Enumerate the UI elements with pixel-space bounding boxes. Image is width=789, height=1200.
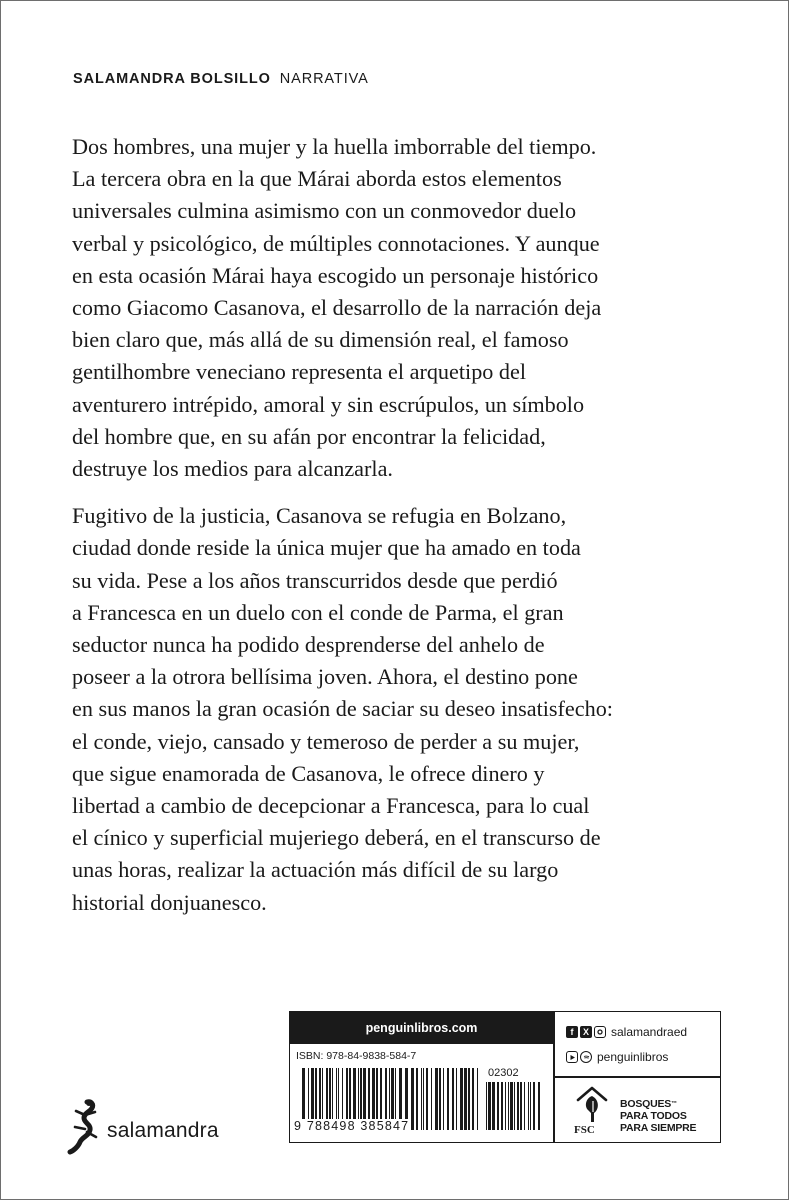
- price-code: 02302: [488, 1067, 519, 1079]
- synopsis-paragraph-1: [72, 131, 732, 485]
- series-header: [73, 71, 369, 87]
- text-line: aventurero intrépido, amoral y sin escrúpulos, un símbolo: [72, 391, 585, 417]
- text-line: ciudad donde reside la única mujer que ha amado en toda: [72, 535, 581, 561]
- barcode-bar: [460, 1068, 463, 1130]
- slogan-line: PARA TODOS: [620, 1110, 687, 1122]
- text-line: que sigue enamorada de Casanova, le ofrece dinero y: [72, 760, 545, 786]
- barcode-bar: [435, 1068, 438, 1130]
- series-brand: SALAMANDRA BOLSILLO: [73, 71, 271, 87]
- x-icon: X: [580, 1026, 592, 1038]
- social-handle: salamandraed: [611, 1025, 688, 1039]
- barcode-bar: [488, 1082, 491, 1130]
- barcode-bar: [528, 1082, 529, 1130]
- slogan-line: PARA SIEMPRE: [620, 1122, 697, 1134]
- text-line: universales culmina asimismo con un conmovedor duelo: [72, 198, 577, 224]
- barcode-bar: [492, 1082, 495, 1130]
- text-line: su vida. Pese a los años transcurridos desde que perdió: [72, 567, 558, 593]
- text-line: Dos hombres, una mujer y la huella imborrable del tiempo.: [72, 134, 597, 159]
- spotify-icon: [580, 1051, 592, 1063]
- barcode-bar: [497, 1082, 499, 1130]
- barcode-bar: [533, 1082, 535, 1130]
- ean-digits: 9 788498 385847: [294, 1119, 410, 1133]
- barcode-bar: [524, 1082, 525, 1130]
- text-line: destruye los medios para alcanzarla.: [72, 456, 393, 482]
- instagram-icon: [594, 1026, 606, 1038]
- text-line: como Giacomo Casanova, el desarrollo de la narración deja: [72, 295, 602, 321]
- text-line: a Francesca en un duelo con el conde de Parma, el gran: [72, 599, 564, 625]
- barcode-bar: [538, 1082, 540, 1130]
- text-line: historial donjuanesco.: [72, 889, 267, 915]
- panel-divider: [553, 1076, 720, 1078]
- barcode-bar: [411, 1068, 414, 1130]
- fsc-tree-icon: [574, 1086, 610, 1124]
- barcode-bar: [426, 1068, 428, 1130]
- salamander-icon: [67, 1099, 105, 1155]
- text-line: Fugitivo de la justicia, Casanova se refugia en Bolzano,: [72, 503, 567, 529]
- barcode-bar: [431, 1068, 432, 1130]
- text-line: seductor nunca ha podido desprenderse del anhelo de: [72, 632, 545, 658]
- youtube-icon: [566, 1051, 578, 1063]
- synopsis-paragraph-2: [72, 500, 732, 919]
- barcode-bar: [508, 1082, 509, 1130]
- barcode-bar: [517, 1082, 519, 1130]
- text-line: bien claro que, más allá de su dimensión real, el famoso: [72, 327, 569, 353]
- barcode-bar: [501, 1082, 503, 1130]
- barcode-bar: [530, 1082, 531, 1130]
- barcode-bar: [416, 1068, 418, 1130]
- text-line: libertad a cambio de decepcionar a Francesca, para lo cual: [72, 793, 590, 819]
- barcode-bar: [477, 1068, 478, 1130]
- barcode-bar: [423, 1068, 424, 1130]
- publisher-name: salamandra: [107, 1119, 219, 1142]
- text-line: en sus manos la gran ocasión de saciar su deseo insatisfecho:: [72, 696, 613, 722]
- barcode-bar: [468, 1068, 470, 1130]
- social-row-salamandraed: [566, 1022, 687, 1042]
- barcode-bar: [510, 1082, 513, 1130]
- text-line: el cínico y superficial mujeriego deberá, en el transcurso de: [72, 825, 601, 851]
- fsc-label: FSC: [574, 1124, 595, 1136]
- barcode-bar: [456, 1068, 457, 1130]
- trademark-mark: ™: [671, 1101, 677, 1107]
- barcode-bar: [472, 1068, 474, 1130]
- barcode-bar: [421, 1068, 422, 1130]
- barcode-bar: [452, 1068, 454, 1130]
- barcode-bar: [447, 1068, 449, 1130]
- series-genre: NARRATIVA: [279, 71, 369, 87]
- barcode-bar: [443, 1068, 444, 1130]
- isbn-label: ISBN: 978-84-9838-584-7: [296, 1050, 417, 1062]
- social-handle: penguinlibros: [597, 1050, 669, 1064]
- barcode-bar: [514, 1082, 515, 1130]
- synopsis: [72, 131, 732, 919]
- addon-barcode: [486, 1082, 546, 1130]
- text-line: unas horas, realizar la actuación más difícil de su largo: [72, 857, 559, 883]
- text-line: el conde, viejo, cansado y temeroso de perder a su mujer,: [72, 728, 580, 754]
- text-line: gentilhombre veneciano representa el arquetipo del: [72, 359, 527, 385]
- publisher-logo: [67, 1099, 237, 1155]
- facebook-icon: f: [566, 1026, 578, 1038]
- barcode-bar: [520, 1082, 522, 1130]
- text-line: en esta ocasión Márai haya escogido un personaje histórico: [72, 262, 599, 288]
- social-row-penguinlibros: [566, 1047, 668, 1067]
- text-line: del hombre que, en su afán por encontrar la felicidad,: [72, 423, 546, 449]
- bosques-slogan: [620, 1098, 696, 1134]
- text-line: poseer a la otrora bellísima joven. Ahora, el destino pone: [72, 664, 578, 690]
- slogan-line: BOSQUES: [620, 1098, 672, 1110]
- text-line: verbal y psicológico, de múltiples connotaciones. Y aunque: [72, 230, 600, 256]
- barcode-bar: [439, 1068, 441, 1130]
- barcode-bar: [486, 1082, 487, 1130]
- text-line: La tercera obra en la que Márai aborda estos elementos: [72, 166, 562, 192]
- info-panel: [289, 1011, 721, 1143]
- website-label: penguinlibros.com: [290, 1012, 553, 1044]
- barcode-bar: [464, 1068, 467, 1130]
- barcode-bar: [505, 1082, 506, 1130]
